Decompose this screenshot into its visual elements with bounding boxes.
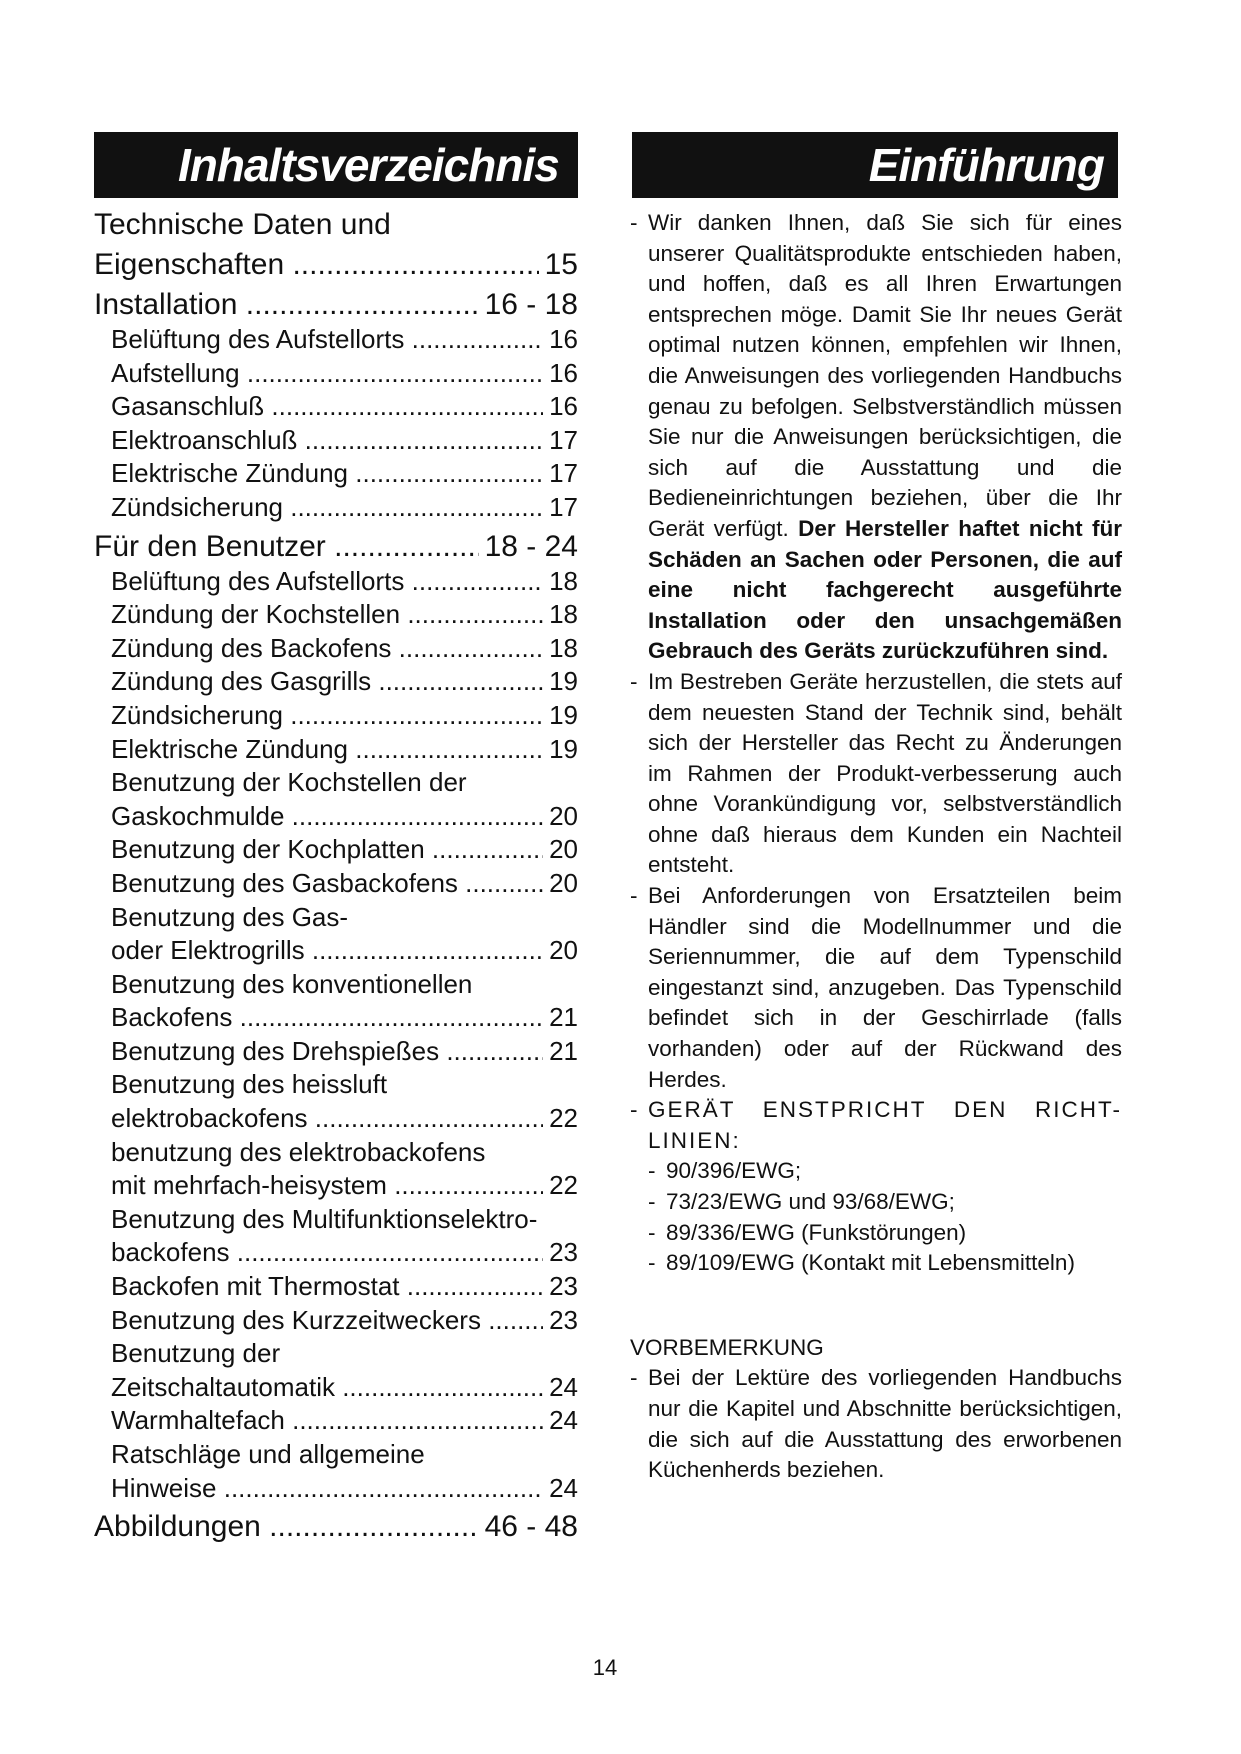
toc-dot-leader [297,425,578,455]
toc-entry [94,665,578,699]
toc-entry [94,565,578,599]
preliminary-heading: VORBEMERKUNG [630,1334,824,1360]
toc-entry-label: Zündung des Gasgrills [111,666,372,697]
toc-dot-leader [283,700,578,730]
toc-entry-label: Benutzung des Gas- [111,901,349,932]
toc-entry-page: 17 [543,424,578,458]
directive-item: - 90/396/EWG; [648,1158,802,1184]
toc-entry [94,1068,578,1102]
toc-entry-label: Benutzung des heissluft [111,1069,388,1100]
toc-entry [94,1136,578,1170]
toc-entry-label: oder Elektrogrills [111,935,305,966]
toc-entry-page: 19 [543,699,578,733]
toc-entry-page: 15 [539,246,578,283]
toc-entry-label: elektrobackofens [111,1103,308,1134]
toc-entry [94,934,578,968]
toc-entry [94,457,578,491]
toc-title-banner [94,132,578,198]
toc-dot-leader [308,1103,578,1133]
toc-entry [94,901,578,935]
toc-entry [94,1270,578,1304]
toc-entry-label: Zündung des Backofens [111,632,392,663]
toc-entry [94,1001,578,1035]
toc-entry-label: Benutzung der Kochplatten [111,834,425,865]
toc-entry [94,632,578,666]
directive-item: - 73/23/EWG und 93/68/EWG; [648,1189,955,1214]
toc-entry [94,528,578,565]
toc-entry-label: benutzung des elektrobackofens [111,1136,486,1167]
toc-entry [94,1371,578,1405]
toc-entry [94,699,578,733]
toc-entry [94,1169,578,1203]
toc-dot-leader [335,1372,578,1402]
toc-entry-label: Benutzung des Gasbackofens [111,867,458,898]
toc-entry-page: 23 [543,1236,578,1270]
toc-entry-page: 20 [543,800,578,834]
toc-entry [94,1035,578,1069]
preliminary-paragraph: - Bei der Lektüre des vorliegenden Handbuchs nur die Kapitel und Abschnitte berücksichtigen, die sich auf die Ausstattung des erworbenen Küchenherds beziehen. [630,1365,1122,1483]
toc-dot-leader [217,1473,579,1503]
toc-entry [94,1438,578,1472]
toc-entry-page: 24 [543,1472,578,1506]
toc-entry-label: Belüftung des Aufstellorts [111,324,405,354]
toc-entry-page: 16 [543,323,578,357]
toc-entry [94,833,578,867]
toc-entry-label: Elektroanschluß [111,424,298,455]
toc-entry [94,733,578,767]
toc-entry-page: 17 [543,491,578,525]
toc-entry-label: Installation [94,288,238,321]
toc-entry-label: backofens [111,1237,230,1268]
toc-entry-label: Zündsicherung [111,491,283,522]
toc-entry [94,491,578,525]
toc-entry-page: 23 [543,1304,578,1338]
toc-entry [94,1337,578,1371]
introduction-section [630,208,1122,1486]
toc-entry-label: Elektrische Zündung [111,458,349,489]
toc-entry-page: 21 [543,1001,578,1035]
toc-entry-label: Ratschläge und allgemeine [111,1439,425,1469]
toc-entry [94,357,578,391]
toc-entry-label: Benutzung des Kurzzeitweckers [111,1304,481,1335]
toc-entry-page: 20 [543,934,578,968]
intro-paragraph-spare-parts: - Bei Anforderungen von Ersatzteilen beim Händler sind die Modellnummer und die Seriennummer, die auf dem Typenschild eingestanzt sind, anzugeben. Das Typenschild befindet sich in der Geschirrlade (falls vorhanden) oder auf der Rückwand des Herdes. [630,883,1122,1092]
intro-paragraph-thanks: - Wir danken Ihnen, daß Sie sich für eines unserer Qualitätsprodukte entschieden haben, und hoffen, daß es all Ihren Erwartungen entsprechen möge. Damit Sie Ihr neues Gerät optimal nutzen können, empfehlen wir Ihnen, die Anweisungen des vorliegenden Handbuchs genau zu befolgen. Selbstverständlich müssen Sie nur die Anweisungen berücksichtigen, die sich auf die Ausstattung und die Bedieneinrichtungen beziehen, über die Ihr Gerät verfügt. Der Hersteller haftet nicht für Schäden an Sachen oder Personen, die auf eine nicht fachgerecht ausgeführte Installation oder den unsachgemäßen Gebrauch des Geräts zurückzuführen sind. [630,210,1122,664]
toc-entry [94,206,578,243]
toc-entry-label: Gaskochmulde [111,800,285,831]
directive-item: - 89/109/EWG (Kontakt mit Lebensmitteln) [648,1250,1075,1276]
toc-entry [94,1304,578,1338]
toc-entry [94,323,578,357]
toc-entry [94,1404,578,1438]
toc-entry-page: 16 [543,357,578,391]
toc-entry [94,867,578,901]
toc-dot-leader [240,358,578,388]
toc-entry-page: 21 [543,1035,578,1069]
intro-paragraph-changes: - Im Bestreben Geräte herzustellen, die stets auf dem neuesten Stand der Technik sind, behält sich der Hersteller das Recht zu Änderungen im Rahmen der Produkt-verbesserung auch ohne Vorankündigung vor, selbstverständlich ohne daß hieraus dem Kunden ein Nachteil entsteht. [630,668,1122,878]
toc-entry-label: Aufstellung [111,357,240,388]
toc-entry-page: 17 [543,457,578,491]
toc-entry-label: mit mehrfach-heisystem [111,1170,387,1201]
toc-entry [94,1236,578,1270]
toc-entry-label: Belüftung des Aufstellorts [111,565,405,596]
toc-dot-leader [284,248,578,281]
intro-paragraph-thanks-text: Wir danken Ihnen, daß Sie sich für eines unserer Qualitätsprodukte entschieden haben, und hoffen, daß es all Ihren Erwartungen entsprechen möge. Damit Sie Ihr neues Gerät optimal nutzen können, empfehlen wir Ihnen, die Anweisungen des vorliegenden Handbuchs genau zu befolgen. Selbstverständlich müssen Sie nur die Anweisungen berücksichtigen, die sich auf die Ausstattung und die Bedieneinrichtungen beziehen, über die Ihr Gerät verfügt. [648,210,1122,541]
toc-entry-label: Backofens [111,1002,233,1033]
toc-entry [94,1472,578,1506]
toc-entry-label: Benutzung des konventionellen [111,968,473,999]
toc-entry-label: Technische Daten und [94,208,391,241]
toc-entry-page: 16 [543,390,578,424]
toc-entry-label: Backofen mit Thermostat [111,1271,400,1302]
toc-entry [94,286,578,323]
toc-entry-page: 19 [543,733,578,767]
toc-entry-page: 18 [543,632,578,666]
intro-title: Einführung [868,139,1104,191]
directive-item: - 89/336/EWG (Funkstörungen) [648,1219,967,1245]
toc-entry [94,246,578,283]
toc-entry-label: Elektrische Zündung [111,733,349,764]
toc-entry-label: Zündung der Kochstellen [111,599,401,630]
toc-entry [94,390,578,424]
toc-dot-leader [230,1237,578,1267]
toc-entry [94,766,578,800]
toc-entry-page: 23 [543,1270,578,1304]
toc-entry [94,598,578,632]
toc-title: Inhaltsverzeichnis [178,139,559,191]
toc-entry-page: 18 - 24 [479,528,578,565]
toc-entry-page: 20 [543,867,578,901]
toc-entry-label: Eigenschaften [94,248,285,281]
toc-entry-page: 20 [543,833,578,867]
toc-dot-leader [305,935,578,965]
toc-entry-label: Zündsicherung [111,699,283,730]
toc-entry-page: 22 [543,1102,578,1136]
toc-entry [94,424,578,458]
toc-entry [94,800,578,834]
intro-title-banner [632,132,1118,198]
toc-entry-page: 22 [543,1169,578,1203]
toc-entry [94,968,578,1002]
toc-entry-label: Zeitschaltautomatik [111,1371,335,1402]
toc-entry [94,1508,578,1545]
toc-dot-leader [283,492,578,522]
toc-dot-leader [285,1405,578,1435]
toc-entry-page: 18 [543,565,578,599]
intro-paragraph-directives: - GERÄT ENSTPRICHT DEN RICHT-LINIEN: [630,1097,1122,1153]
toc-entry-page: 16 - 18 [479,286,578,323]
toc-entry-label: Gasanschluß [111,391,265,422]
toc-dot-leader [284,801,578,831]
toc-entry-page: 24 [543,1404,578,1438]
liability-notice: Der Hersteller haftet nicht für Schäden an Sachen oder Personen, die auf eine nicht fachgerecht ausgeführte Installation oder den unsachgemäßen Gebrauch des Geräts zurückzuführen sind. [648,515,1122,664]
table-of-contents [94,206,578,1545]
toc-entry-label: Benutzung des Multifunktionselektro- [111,1203,538,1234]
page-number: 14 [592,1655,618,1680]
toc-entry-label: Benutzung der [111,1338,281,1369]
toc-entry-label: Für den Benutzer [94,529,326,563]
toc-dot-leader [264,391,578,421]
toc-entry-page: 24 [543,1371,578,1405]
toc-entry-page: 46 - 48 [479,1508,578,1545]
toc-entry [94,1102,578,1136]
toc-entry-label: Warmhaltefach [111,1405,285,1436]
toc-entry [94,1203,578,1237]
toc-entry-page: 18 [543,598,578,632]
toc-dot-leader [232,1002,578,1032]
toc-entry-label: Benutzung der Kochstellen der [111,767,467,798]
toc-entry-label: Hinweise [111,1472,217,1503]
toc-entry-label: Abbildungen [94,1510,261,1544]
toc-entry-label: Benutzung des Drehspießes [111,1035,440,1066]
toc-entry-page: 19 [543,665,578,699]
